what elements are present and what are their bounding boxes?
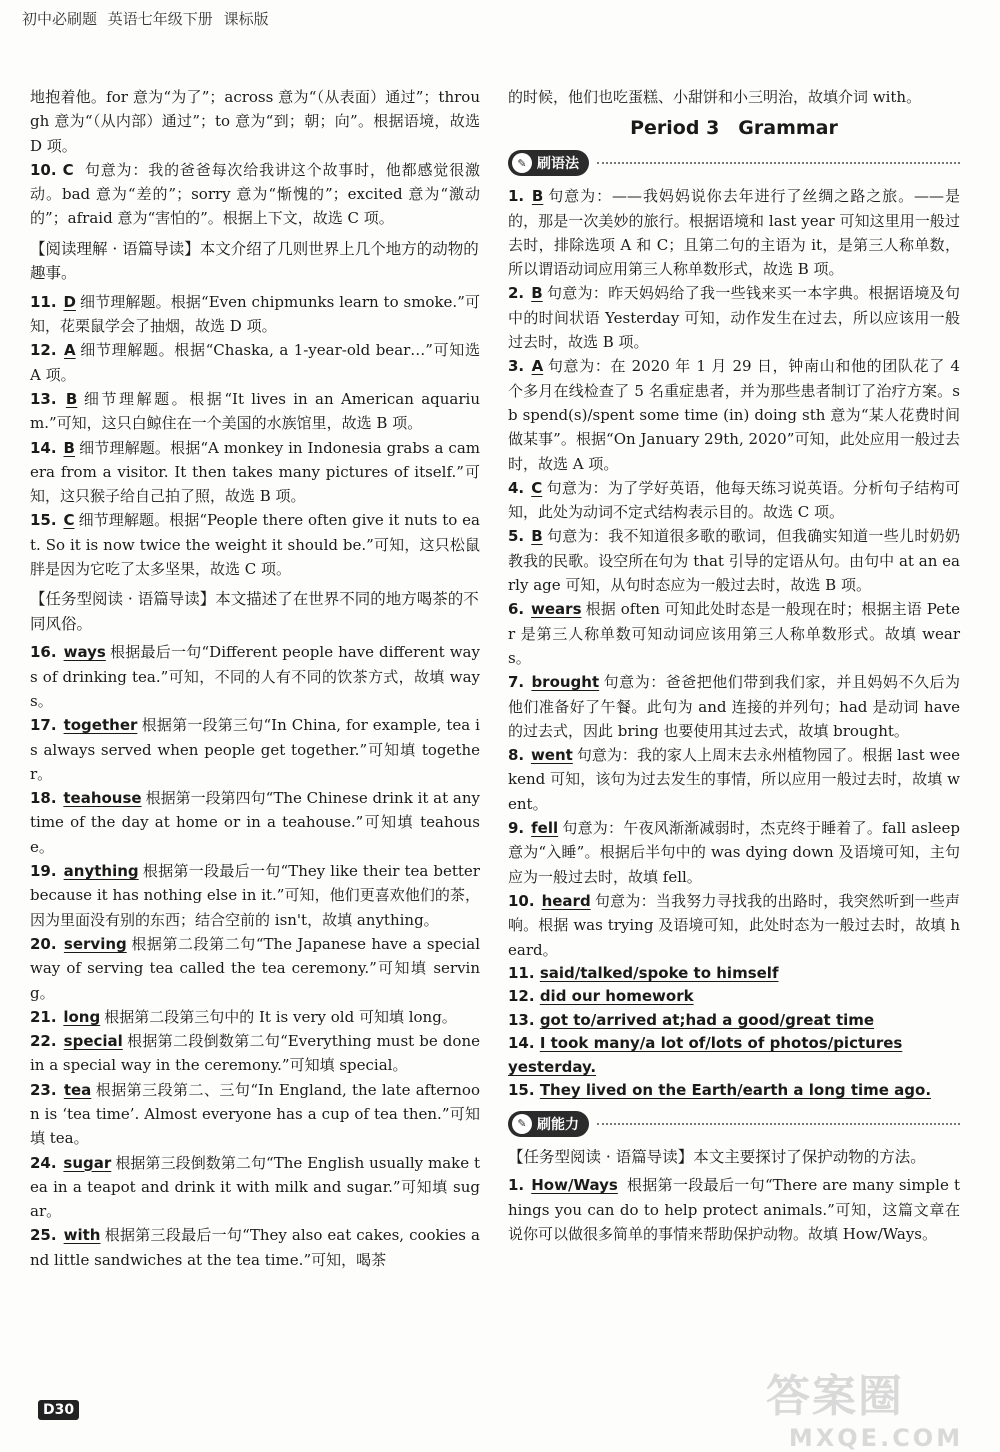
item-explanation: 根据第三段最后一句“They also eat cakes, cookies and little sandwiches at the tea time.”可知，喝茶 — [30, 1226, 480, 1269]
item-answer: They lived on the Earth/earth a long time ago. — [539, 1081, 932, 1100]
answer-item — [508, 985, 960, 1009]
section-intro: 【任务型阅读 · 语篇导读】本文描述了在世界不同的地方喝茶的不同风俗。 — [30, 590, 479, 633]
item-number: 19. — [30, 862, 57, 881]
item-number: 1. — [508, 187, 525, 206]
item-explanation: 句意为：我的家人上周末去永州植物园了。根据 last weekend 可知，该句为过去发生的事情，所以应用一般过去时，故填 went。 — [508, 746, 960, 813]
watermark-url: MXQE.COM — [788, 1424, 964, 1452]
item-number: 21. — [30, 1007, 57, 1026]
item-explanation: 根据第二段第三句中的 It is very old 可知填 long。 — [104, 1007, 457, 1026]
item-number: 17. — [30, 716, 57, 735]
answer-item — [30, 1151, 480, 1224]
item-number: 1. — [508, 1176, 525, 1195]
answer-item — [508, 354, 960, 475]
item-explanation: 根据第一段最后一句“They like their tea better because it has nothing else in it.”可知，他们更喜欢他们的茶，因为里面没有别的东西；结合空前的 isn't，故填 anything。 — [30, 862, 480, 929]
item-number: 9. — [508, 819, 525, 838]
item-number: 10. — [508, 891, 535, 910]
grammar-answers — [508, 184, 960, 962]
answer-item — [508, 743, 960, 816]
item-explanation: 句意为：在 2020 年 1 月 29 日，钟南山和他的团队花了 4 个多月在线检查了 5 名重症患者，并为那些患者制订了治疗方案。sb spend(s)/spent some time (in) doing sth 意为“某人花费时间做某事”。根据“On January 29th, 2020”可知，此处应用一般过去时，故选 A 项。 — [508, 357, 960, 473]
item-answer: C — [63, 511, 75, 530]
item-number: 12. — [508, 987, 535, 1006]
item-explanation: 根据 often 可知此处时态是一般现在时；根据主语 Peter 是第三人称单数可知动词应该用第三人称单数形式。故填 wears。 — [508, 600, 960, 667]
item-number: 10. C — [30, 160, 74, 179]
dotted-divider — [597, 1123, 960, 1125]
item-answer: B — [531, 527, 543, 546]
item-number: 8. — [508, 746, 525, 765]
pen-icon: ✎ — [512, 153, 532, 173]
answer-item — [30, 786, 480, 859]
left-column — [30, 85, 480, 1272]
page-header — [22, 8, 275, 29]
answer-item — [508, 1009, 960, 1033]
item-number: 4. — [508, 478, 525, 497]
item-number: 7. — [508, 673, 525, 692]
watermark-text: 答案圈 — [766, 1371, 904, 1422]
item-number: 14. — [508, 1034, 535, 1053]
item-answer: got to/arrived at;had a good/great time — [539, 1010, 875, 1029]
item-answer: special — [63, 1032, 123, 1051]
item-explanation: 句意为：当我努力寻找我的出路时，我突然听到一些声响。根据 was trying 及语境可知，此处时态为一般过去时，故填 heard。 — [508, 891, 960, 959]
item-answer: wears — [531, 600, 582, 619]
item-explanation: 句意为：午夜风渐渐减弱时，杰克终于睡着了。fall asleep 意为“入睡”。根据后半句中的 was dying down 及语境可知，主句应为一般过去时，故填 fell。 — [508, 819, 960, 886]
item-number: 13. — [30, 389, 57, 408]
item-explanation: 根据第一段第四句“The Chinese drink it at any time of the day at home or in a teahouse.”可知填 teahouse。 — [30, 789, 480, 856]
answer-item — [508, 816, 960, 889]
item-explanation: 细节理解题。根据“It lives in an American aquarium.”可知，这只白鲸住在一个美国的水族馆里，故选 B 项。 — [30, 389, 480, 433]
item-number: 14. — [30, 438, 57, 457]
short-answers — [508, 962, 960, 1103]
item-answer: A — [64, 341, 76, 360]
answer-item — [30, 436, 480, 509]
answer-item — [30, 932, 480, 1005]
answer-item — [30, 1223, 480, 1272]
answer-item — [30, 387, 480, 436]
answer-item — [508, 1173, 960, 1246]
item-number: 15. — [30, 511, 57, 530]
item-number: 11. — [508, 963, 535, 982]
item-number: 24. — [30, 1153, 57, 1172]
answer-item — [30, 859, 480, 932]
answer-item — [30, 338, 480, 387]
item-number: 20. — [30, 934, 57, 953]
item-explanation: 细节理解题。根据“People there often give it nuts to eat. So it is now twice the weight it should be.”可知，这只松鼠胖是因为它吃了太多坚果，故选 C 项。 — [30, 511, 480, 579]
item-answer: tea — [63, 1080, 92, 1099]
item-number: 3. — [508, 357, 525, 376]
item-explanation: 细节理解题。根据“A monkey in Indonesia grabs a camera from a visitor. It then takes many pictures of itself.”可知，这只猴子给自己拍了照，故选 B 项。 — [30, 438, 480, 506]
item-number: 23. — [30, 1080, 57, 1099]
item-answer: B — [531, 284, 543, 303]
answer-item — [30, 508, 480, 581]
header-subject: 英语七年级下册 — [107, 10, 213, 28]
item-number: 25. — [30, 1226, 57, 1245]
section-intro: 【任务型阅读 · 语篇导读】本文主要探讨了保护动物的方法。 — [508, 1147, 926, 1166]
header-book: 初中必刷题 — [22, 10, 98, 28]
item-explanation: 细节理解题。根据“Even chipmunks learn to smoke.”可知，花栗鼠学会了抽烟，故选 D 项。 — [30, 292, 480, 336]
answer-item — [30, 158, 480, 231]
task-answers — [30, 640, 480, 1272]
answer-item — [508, 889, 960, 962]
item-explanation: 根据第一段第三句“In China, for example, tea is always served when people get together.”可知填 together。 — [30, 716, 480, 783]
item-explanation: 句意为：我不知道很多歌的歌词，但我确实知道一些儿时奶奶教我的民歌。设空所在句为 that 引导的定语从句。由句中 at an early age 可知，从句时态应为一般过去时，故选 B 项。 — [508, 527, 960, 595]
item-answer: anything — [63, 862, 139, 881]
answer-item — [508, 184, 960, 281]
item-answer: C — [531, 478, 543, 497]
answer-item — [508, 1079, 960, 1103]
pen-icon: ✎ — [512, 1114, 532, 1134]
item-answer: teahouse — [63, 789, 142, 808]
item-answer: B — [531, 187, 544, 206]
header-edition: 课标版 — [223, 10, 269, 28]
answer-item — [508, 670, 960, 743]
dotted-divider — [597, 162, 960, 164]
item-number: 16. — [30, 643, 57, 662]
item-answer: B — [63, 438, 75, 457]
item-number: 2. — [508, 284, 525, 303]
section-badge — [508, 150, 960, 176]
item-explanation: 根据第一段最后一句“There are many simple things you can do to help protect animals.”可知，这篇文章在说你可以做很多简单的事情来帮助保护动物。故填 How/Ways。 — [508, 1176, 960, 1243]
item-answer: said/talked/spoke to himself — [539, 963, 779, 982]
item-explanation: 句意为：为了学好英语，他每天练习说英语。分析句子结构可知，此处为动词不定式结构表示目的。故选 C 项。 — [508, 478, 960, 522]
item-answer: heard — [541, 891, 591, 910]
item-number: 6. — [508, 600, 525, 619]
answer-item — [508, 597, 960, 670]
item-explanation: 细节理解题。根据“Chaska, a 1-year-old bear…”可知选 A 项。 — [30, 341, 480, 384]
item-number: 5. — [508, 527, 525, 546]
answer-item — [30, 1029, 480, 1078]
item-number: 12. — [30, 341, 57, 360]
right-column — [508, 85, 960, 1246]
period-title: Period 3 Grammar — [630, 117, 838, 140]
answer-item — [30, 713, 480, 786]
item-answer: went — [530, 746, 573, 765]
item-number: 11. — [30, 292, 57, 311]
answer-item — [30, 1078, 480, 1151]
item-answer: A — [531, 357, 544, 376]
item-answer: fell — [531, 819, 559, 838]
answer-item — [508, 524, 960, 597]
item-answer: with — [63, 1226, 101, 1245]
item-explanation: 根据第二段第二句“The Japanese have a special way of serving tea called the tea ceremony.”可知填 serving。 — [30, 934, 480, 1002]
item-answer: How/Ways — [531, 1176, 618, 1195]
badge-pill — [508, 1111, 589, 1137]
badge-label: 刷语法 — [537, 156, 579, 173]
item-explanation: 句意为：我的爸爸每次给我讲这个故事时，他都感觉很激动。bad 意为“差的”；sorry 意为“惭愧的”；excited 意为“激动的”；afraid 意为“害怕的”。根据上下文，故选 C 项。 — [30, 160, 480, 228]
item-answer: D — [63, 292, 76, 311]
item-explanation: 根据第三段倒数第二句“The English usually make tea in a teapot and drink it with milk and sugar.”可知填 sugar。 — [30, 1153, 480, 1221]
item-explanation: 句意为：昨天妈妈给了我一些钱来买一本字典。根据语境及句中的时间状语 Yesterday 可知，动作发生在过去，所以应该用一般过去时，故选 B 项。 — [508, 284, 960, 352]
answer-item — [508, 1032, 960, 1079]
answer-item — [30, 640, 480, 713]
item-explanation: 根据最后一句“Different people have different ways of drinking tea.”可知，不同的人有不同的饮茶方式，故填 ways。 — [30, 643, 480, 710]
page-number: D30 — [38, 1400, 79, 1420]
item-answer: brought — [531, 673, 600, 692]
item-answer: sugar — [63, 1153, 112, 1172]
item-explanation: 句意为：爸爸把他们带到我们家，并且妈妈不久后为他们准备好了午餐。此句为 and 连接的并列句；had 是动词 have 的过去式，因此 bring 也要使用其过去式，故填 brought。 — [508, 673, 960, 740]
item-answer: ways — [63, 643, 106, 662]
continued-text: 地抱着他。for 意为“为了”；across 意为“（从表面）通过”；through 意为“（从内部）通过”；to 意为“到；朝；向”。根据语境，故选 D 项。 — [30, 88, 480, 155]
item-number: 22. — [30, 1032, 57, 1051]
item-number: 13. — [508, 1010, 535, 1029]
answer-item — [30, 290, 480, 339]
item-number: 18. — [30, 789, 57, 808]
badge-pill — [508, 150, 589, 176]
item-answer: B — [65, 389, 78, 408]
item-explanation: 根据第二段倒数第二句“Everything must be done in a special way in the ceremony.”可知填 special。 — [30, 1032, 480, 1075]
item-explanation: 句意为：——我妈妈说你去年进行了丝绸之路之旅。——是的，那是一次美妙的旅行。根据语境和 last year 可知这里用一般过去时，排除选项 A 和 C；且第二句的主语为 it，是第三人称单数，所以谓语动词应用第三人称单数形式，故选 B 项。 — [508, 187, 960, 279]
item-answer: together — [63, 716, 138, 735]
item-answer: long — [63, 1007, 101, 1026]
watermark-logo — [766, 1360, 986, 1452]
item-number: 15. — [508, 1081, 535, 1100]
reading-answers — [30, 290, 480, 582]
answer-item — [508, 476, 960, 525]
item-answer: I took many/a lot of/lots of photos/pictures yesterday. — [508, 1034, 903, 1076]
item-answer: did our homework — [539, 987, 694, 1006]
section-badge — [508, 1111, 960, 1137]
answer-item — [508, 281, 960, 354]
answer-item — [30, 1005, 480, 1029]
item-explanation: 根据第三段第二、三句“In England, the late afternoon is ‘tea time’. Almost everyone has a cup of tea then.”可知填 tea。 — [30, 1080, 480, 1148]
section-intro: 【阅读理解 · 语篇导读】本文介绍了几则世界上几个地方的动物的趣事。 — [30, 239, 479, 283]
answer-item — [508, 962, 960, 986]
item-answer: serving — [63, 934, 127, 953]
badge-label: 刷能力 — [537, 1116, 579, 1133]
continued-text: 的时候，他们也吃蛋糕、小甜饼和小三明治，故填介词 with。 — [508, 88, 922, 106]
